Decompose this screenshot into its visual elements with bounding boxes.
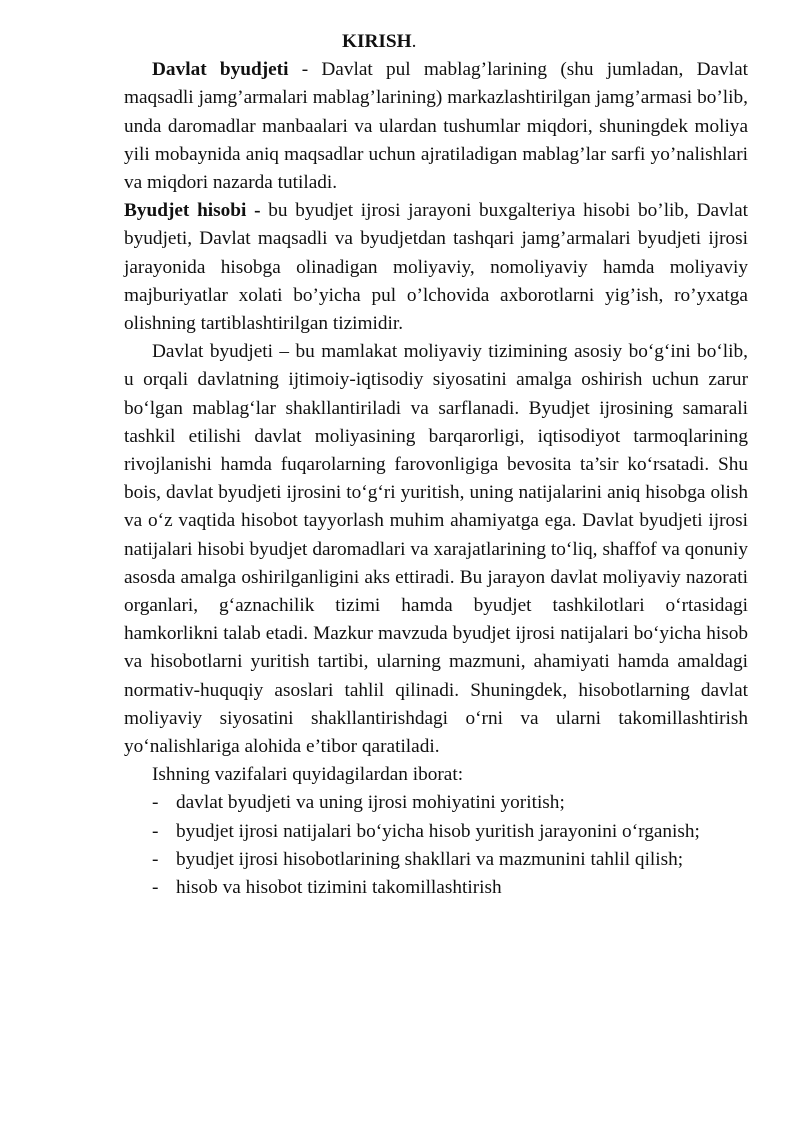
paragraph-definition-budget-accounting (124, 197, 748, 338)
paragraph-main-body: Davlat byudjeti – bu mamlakat moliyaviy tizimining asosiy bo‘g‘ini bo‘lib, u orqali davlatning ijtimoiy-iqtisodiy siyosatini amalga oshirish uchun zarur bo‘lgan mablag‘lar shakllantiriladi va sarflanadi. Byudjet ijrosining samarali tashkil etilishi davlat moliyasining barqarorligi, iqtisodiyot tarmoqlarining rivojlanishi hamda fuqarolarning farovonligiga bevosita ta’sir ko‘rsatadi. Shu bois, davlat byudjeti ijrosini to‘g‘ri yuritish, uning natijalarini aniq hisobga olish va o‘z vaqtida hisobot tayyorlash muhim ahamiyatga ega. Davlat byudjeti ijrosi natijalari hisobi byudjet daromadlari va xarajatlarining to‘liq, shaffof va qonuniy asosda amalga oshirilganligini aks ettiradi. Bu jarayon davlat moliyaviy nazorati organlari, g‘aznachilik tizimi hamda byudjet tashkilotlari o‘rtasidagi hamkorlikni talab etadi. Mazkur mavzuda byudjet ijrosi natijalari bo‘yicha hisob va hisobotlarni yuritish tartibi, ularning mazmuni, ahamiyati hamda amaldagi normativ-huquqiy asoslari tahlil qilinadi. Shuningdek, hisobotlarning davlat moliyaviy siyosatini shakllantirishdagi o‘rni va ularni takomillashtirish yo‘nalishlariga alohida e’tibor qaratiladi. (124, 341, 748, 758)
paragraph-definition-budget (124, 56, 748, 197)
page-title (124, 28, 748, 56)
list-item (124, 874, 748, 902)
list-item-text: byudjet ijrosi natijalari bo‘yicha hisob yuritish jarayonini o‘rganish; (176, 820, 700, 842)
definition-text: bu byudjet ijrosi jarayoni buxgalteriya hisobi bo’lib, Davlat byudjeti, Davlat maqsadli va byudjetdan tashqari jamg’armalari byudjeti ijrosi jarayonida hisobga olinadigan moliyaviy, nomoliyaviy hamda moliyaviy majburiyatlar xolati bo’yicha pul o’lchovida axborotlarni yig’ish, ro’yxatga olishning tartiblashtirilgan tizimidir. (124, 200, 748, 335)
document-page (124, 28, 748, 902)
bullet-dash: - (152, 820, 159, 842)
bullet-dash: - (152, 848, 159, 870)
term-byudjet-hisobi: Byudjet hisobi - (124, 200, 261, 222)
list-item (124, 789, 748, 817)
tasks-list (124, 789, 748, 902)
bullet-dash: - (152, 792, 159, 814)
definition-text: - Davlat pul mablag’larining (shu jumladan, Davlat maqsadli jamg’armalari mablag’larining) markazlashtirilgan jamg’armasi bo’lib, unda daromadlar manbaalari va ulardan tushumlar miqdori, shuningdek moliya yili mobaynida aniq maqsadlar uchun ajratiladigan mablag’lar sarfi yo’nalishlari va miqdori nazarda tutiladi. (124, 59, 748, 194)
list-item-text: hisob va hisobot tizimini takomillashtirish (176, 877, 502, 899)
list-item (124, 818, 748, 846)
list-item (124, 846, 748, 874)
term-davlat-byudjeti: Davlat byudjeti (152, 59, 289, 81)
title-punctuation: . (411, 31, 417, 52)
title-text: KIRISH (342, 31, 412, 52)
list-item-text: davlat byudjeti va uning ijrosi mohiyatini yoritish; (176, 792, 565, 814)
bullet-dash: - (152, 877, 159, 899)
tasks-intro: Ishning vazifalari quyidagilardan iborat: (152, 764, 464, 786)
list-item-text: byudjet ijrosi hisobotlarining shakllari va mazmunini tahlil qilish; (176, 848, 684, 870)
